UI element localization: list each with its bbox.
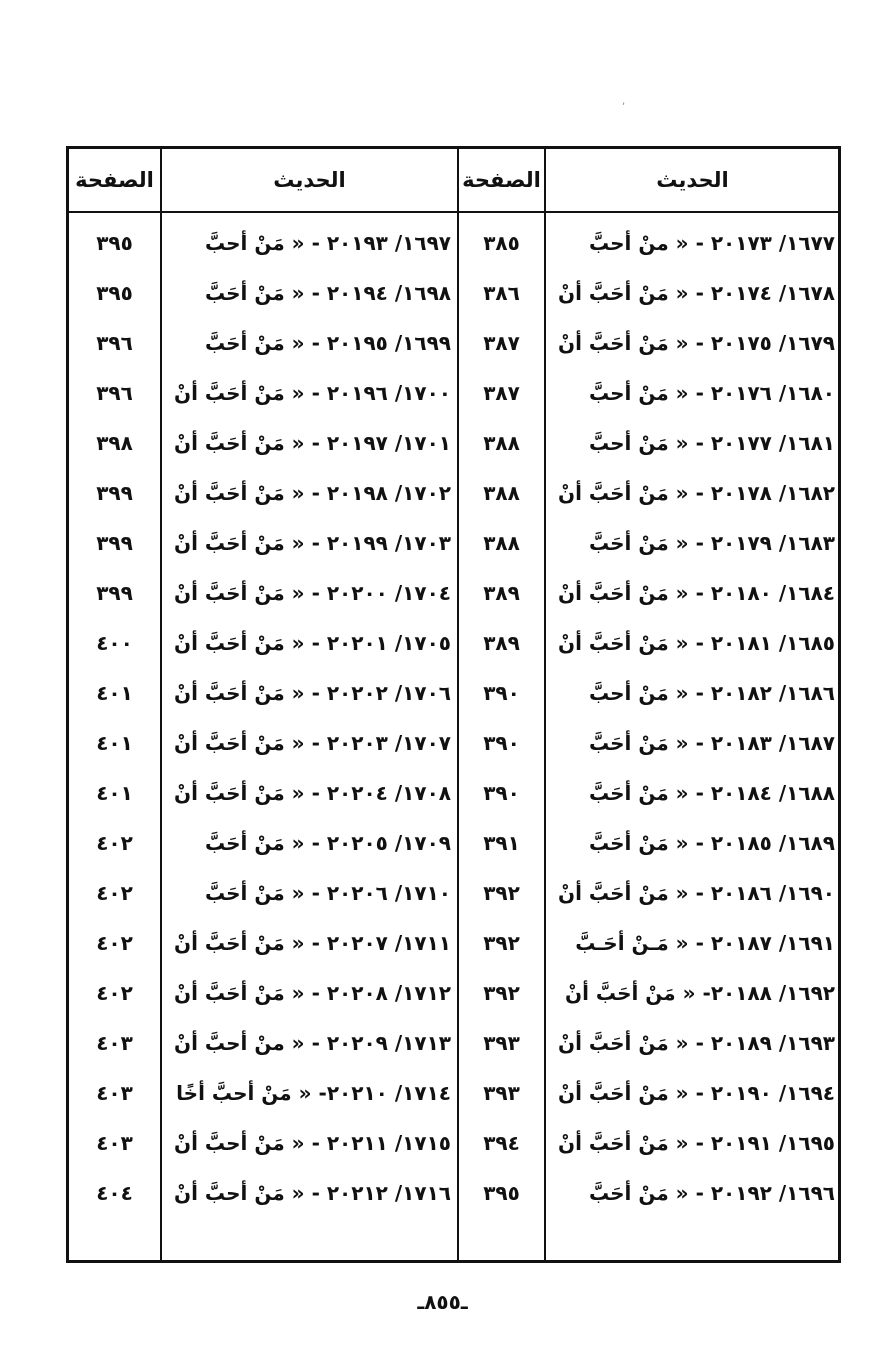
right-hadith-cell: ١٦٧٩/ ٢٠١٧٥ - « مَنْ أحَبَّ أنْ	[558, 331, 835, 355]
right-page-cell: ٣٨٦	[483, 281, 520, 305]
left-page-cell: ٤٠١	[96, 731, 133, 755]
table-row	[69, 668, 838, 718]
left-hadith-cell: ١٦٩٧/ ٢٠١٩٣ - « مَنْ أحبَّ	[204, 231, 451, 255]
right-page-cell: ٣٨٨	[483, 481, 520, 505]
hadith-index-table	[66, 146, 841, 1263]
header-left-page: الصفحة	[75, 168, 154, 192]
right-page-cell: ٣٩٥	[483, 1181, 520, 1205]
left-hadith-cell: ١٧١٥/ ٢٠٢١١ - « مَنْ أحبَّ أنْ	[174, 1131, 451, 1155]
right-hadith-cell: ١٦٨٠/ ٢٠١٧٦ - « مَنْ أحبَّ	[588, 381, 835, 405]
right-hadith-cell: ١٦٨٩/ ٢٠١٨٥ - « مَنْ أحَبَّ	[588, 831, 835, 855]
left-page-cell: ٣٩٩	[96, 481, 133, 505]
table-row	[69, 518, 838, 568]
left-hadith-cell: ١٧١٣/ ٢٠٢٠٩ - « منْ أحبَّ أنْ	[174, 1031, 451, 1055]
left-page-cell: ٣٩٦	[96, 331, 133, 355]
right-page-cell: ٣٨٧	[483, 381, 520, 405]
left-page-cell: ٤٠٣	[96, 1081, 133, 1105]
table-row	[69, 468, 838, 518]
page-number: ـ٨٥٥ـ	[417, 1290, 468, 1314]
right-page-cell: ٣٩٣	[483, 1081, 520, 1105]
left-hadith-cell: ١٧١٠/ ٢٠٢٠٦ - « مَنْ أحَبَّ	[204, 881, 451, 905]
right-page-cell: ٣٩٠	[483, 681, 520, 705]
header-left-hadith: الحديث	[273, 168, 346, 192]
right-hadith-cell: ١٦٧٧/ ٢٠١٧٣ - « منْ أحبَّ	[588, 231, 835, 255]
right-hadith-cell: ١٦٩١/ ٢٠١٨٧ - « مَـنْ أحَـبَّ	[575, 931, 835, 955]
left-page-cell: ٤٠١	[96, 781, 133, 805]
table-row	[69, 1018, 838, 1068]
table-row	[69, 1118, 838, 1168]
right-page-cell: ٣٨٩	[483, 581, 520, 605]
table-row	[69, 268, 838, 318]
right-hadith-cell: ١٦٩٤/ ٢٠١٩٠ - « مَنْ أحَبَّ أنْ	[558, 1081, 835, 1105]
left-hadith-cell: ١٧٠٥/ ٢٠٢٠١ - « مَنْ أحَبَّ أنْ	[174, 631, 451, 655]
left-page-cell: ٣٩٥	[96, 281, 133, 305]
header-right-hadith: الحديث	[656, 168, 729, 192]
left-page-cell: ٣٩٥	[96, 231, 133, 255]
left-hadith-cell: ١٦٩٩/ ٢٠١٩٥ - « مَنْ أحَبَّ	[204, 331, 451, 355]
right-hadith-cell: ١٦٩٦/ ٢٠١٩٢ - « مَنْ أحَبَّ	[588, 1181, 835, 1205]
scan-speck: ,	[622, 96, 626, 107]
left-hadith-cell: ١٧٠٨/ ٢٠٢٠٤ - « مَنْ أحَبَّ أنْ	[174, 781, 451, 805]
right-page-cell: ٣٩٠	[483, 731, 520, 755]
right-hadith-cell: ١٦٨٦/ ٢٠١٨٢ - « مَنْ أحبَّ	[588, 681, 835, 705]
right-hadith-cell: ١٦٨٤/ ٢٠١٨٠ - « مَنْ أحَبَّ أنْ	[558, 581, 835, 605]
left-page-cell: ٤٠٤	[96, 1181, 133, 1205]
table-row	[69, 318, 838, 368]
left-hadith-cell: ١٧٠٤/ ٢٠٢٠٠ - « مَنْ أحَبَّ أنْ	[174, 581, 451, 605]
right-hadith-cell: ١٦٨٢/ ٢٠١٧٨ - « مَنْ أحَبَّ أنْ	[558, 481, 835, 505]
header-right-page: الصفحة	[462, 168, 541, 192]
table-row	[69, 918, 838, 968]
table-row	[69, 368, 838, 418]
right-hadith-cell: ١٦٨٨/ ٢٠١٨٤ - « مَنْ أحَبَّ	[588, 781, 835, 805]
table-row	[69, 218, 838, 268]
left-hadith-cell: ١٦٩٨/ ٢٠١٩٤ - « مَنْ أحَبَّ	[204, 281, 451, 305]
right-hadith-cell: ١٦٧٨/ ٢٠١٧٤ - « مَنْ أحَبَّ أنْ	[558, 281, 835, 305]
right-page-cell: ٣٨٨	[483, 531, 520, 555]
right-hadith-cell: ١٦٨٧/ ٢٠١٨٣ - « مَنْ أحَبَّ	[588, 731, 835, 755]
right-hadith-cell: ١٦٨١/ ٢٠١٧٧ - « مَنْ أحبَّ	[588, 431, 835, 455]
left-page-cell: ٤٠٠	[96, 631, 133, 655]
left-hadith-cell: ١٧١٢/ ٢٠٢٠٨ - « مَنْ أحَبَّ أنْ	[174, 981, 451, 1005]
right-page-cell: ٣٩٣	[483, 1031, 520, 1055]
left-hadith-cell: ١٧١٦/ ٢٠٢١٢ - « مَنْ أحبَّ أنْ	[174, 1181, 451, 1205]
right-hadith-cell: ١٦٩٣/ ٢٠١٨٩ - « مَنْ أحَبَّ أنْ	[558, 1031, 835, 1055]
left-page-cell: ٣٩٩	[96, 531, 133, 555]
table-row	[69, 818, 838, 868]
right-hadith-cell: ١٦٩٥/ ٢٠١٩١ - « مَنْ أحَبَّ أنْ	[558, 1131, 835, 1155]
left-hadith-cell: ١٧٠٣/ ٢٠١٩٩ - « مَنْ أحَبَّ أنْ	[174, 531, 451, 555]
left-hadith-cell: ١٧١٤/ ٢٠٢١٠- « مَنْ أحبَّ أخًا	[176, 1081, 451, 1105]
left-page-cell: ٣٩٩	[96, 581, 133, 605]
left-hadith-cell: ١٧٠٧/ ٢٠٢٠٣ - « مَنْ أحَبَّ أنْ	[174, 731, 451, 755]
right-page-cell: ٣٨٨	[483, 431, 520, 455]
header-divider	[69, 211, 838, 213]
left-hadith-cell: ١٧٠٦/ ٢٠٢٠٢ - « مَنْ أحَبَّ أنْ	[174, 681, 451, 705]
left-page-cell: ٤٠٢	[96, 881, 133, 905]
right-page-cell: ٣٨٧	[483, 331, 520, 355]
left-hadith-cell: ١٧١١/ ٢٠٢٠٧ - « مَنْ أحَبَّ أنْ	[174, 931, 451, 955]
left-page-cell: ٣٩٨	[96, 431, 133, 455]
left-page-cell: ٤٠٢	[96, 931, 133, 955]
left-page-cell: ٤٠٣	[96, 1131, 133, 1155]
left-hadith-cell: ١٧٠٩/ ٢٠٢٠٥ - « مَنْ أحَبَّ	[204, 831, 451, 855]
table-row	[69, 618, 838, 668]
right-hadith-cell: ١٦٩٢/ ٢٠١٨٨- « مَنْ أحَبَّ أنْ	[565, 981, 835, 1005]
table-row	[69, 568, 838, 618]
table-row	[69, 968, 838, 1018]
table-row	[69, 1168, 838, 1218]
right-page-cell: ٣٩٢	[483, 931, 520, 955]
table-row	[69, 1068, 838, 1118]
right-page-cell: ٣٩٢	[483, 881, 520, 905]
right-page-cell: ٣٩٢	[483, 981, 520, 1005]
right-page-cell: ٣٩١	[483, 831, 520, 855]
left-page-cell: ٤٠٢	[96, 831, 133, 855]
left-hadith-cell: ١٧٠٠/ ٢٠١٩٦ - « مَنْ أحَبَّ أنْ	[174, 381, 451, 405]
right-page-cell: ٣٩٤	[483, 1131, 520, 1155]
table-row	[69, 768, 838, 818]
right-page-cell: ٣٨٩	[483, 631, 520, 655]
left-page-cell: ٤٠٣	[96, 1031, 133, 1055]
right-page-cell: ٣٨٥	[483, 231, 520, 255]
table-row	[69, 718, 838, 768]
right-page-cell: ٣٩٠	[483, 781, 520, 805]
right-hadith-cell: ١٦٨٥/ ٢٠١٨١ - « مَنْ أحَبَّ أنْ	[558, 631, 835, 655]
table-row	[69, 418, 838, 468]
left-hadith-cell: ١٧٠٢/ ٢٠١٩٨ - « مَنْ أحَبَّ أنْ	[174, 481, 451, 505]
left-page-cell: ٣٩٦	[96, 381, 133, 405]
right-hadith-cell: ١٦٩٠/ ٢٠١٨٦ - « مَنْ أحَبَّ أنْ	[558, 881, 835, 905]
left-page-cell: ٤٠١	[96, 681, 133, 705]
table-row	[69, 868, 838, 918]
left-page-cell: ٤٠٢	[96, 981, 133, 1005]
left-hadith-cell: ١٧٠١/ ٢٠١٩٧ - « مَنْ أحَبَّ أنْ	[174, 431, 451, 455]
right-hadith-cell: ١٦٨٣/ ٢٠١٧٩ - « مَنْ أحَبَّ	[588, 531, 835, 555]
